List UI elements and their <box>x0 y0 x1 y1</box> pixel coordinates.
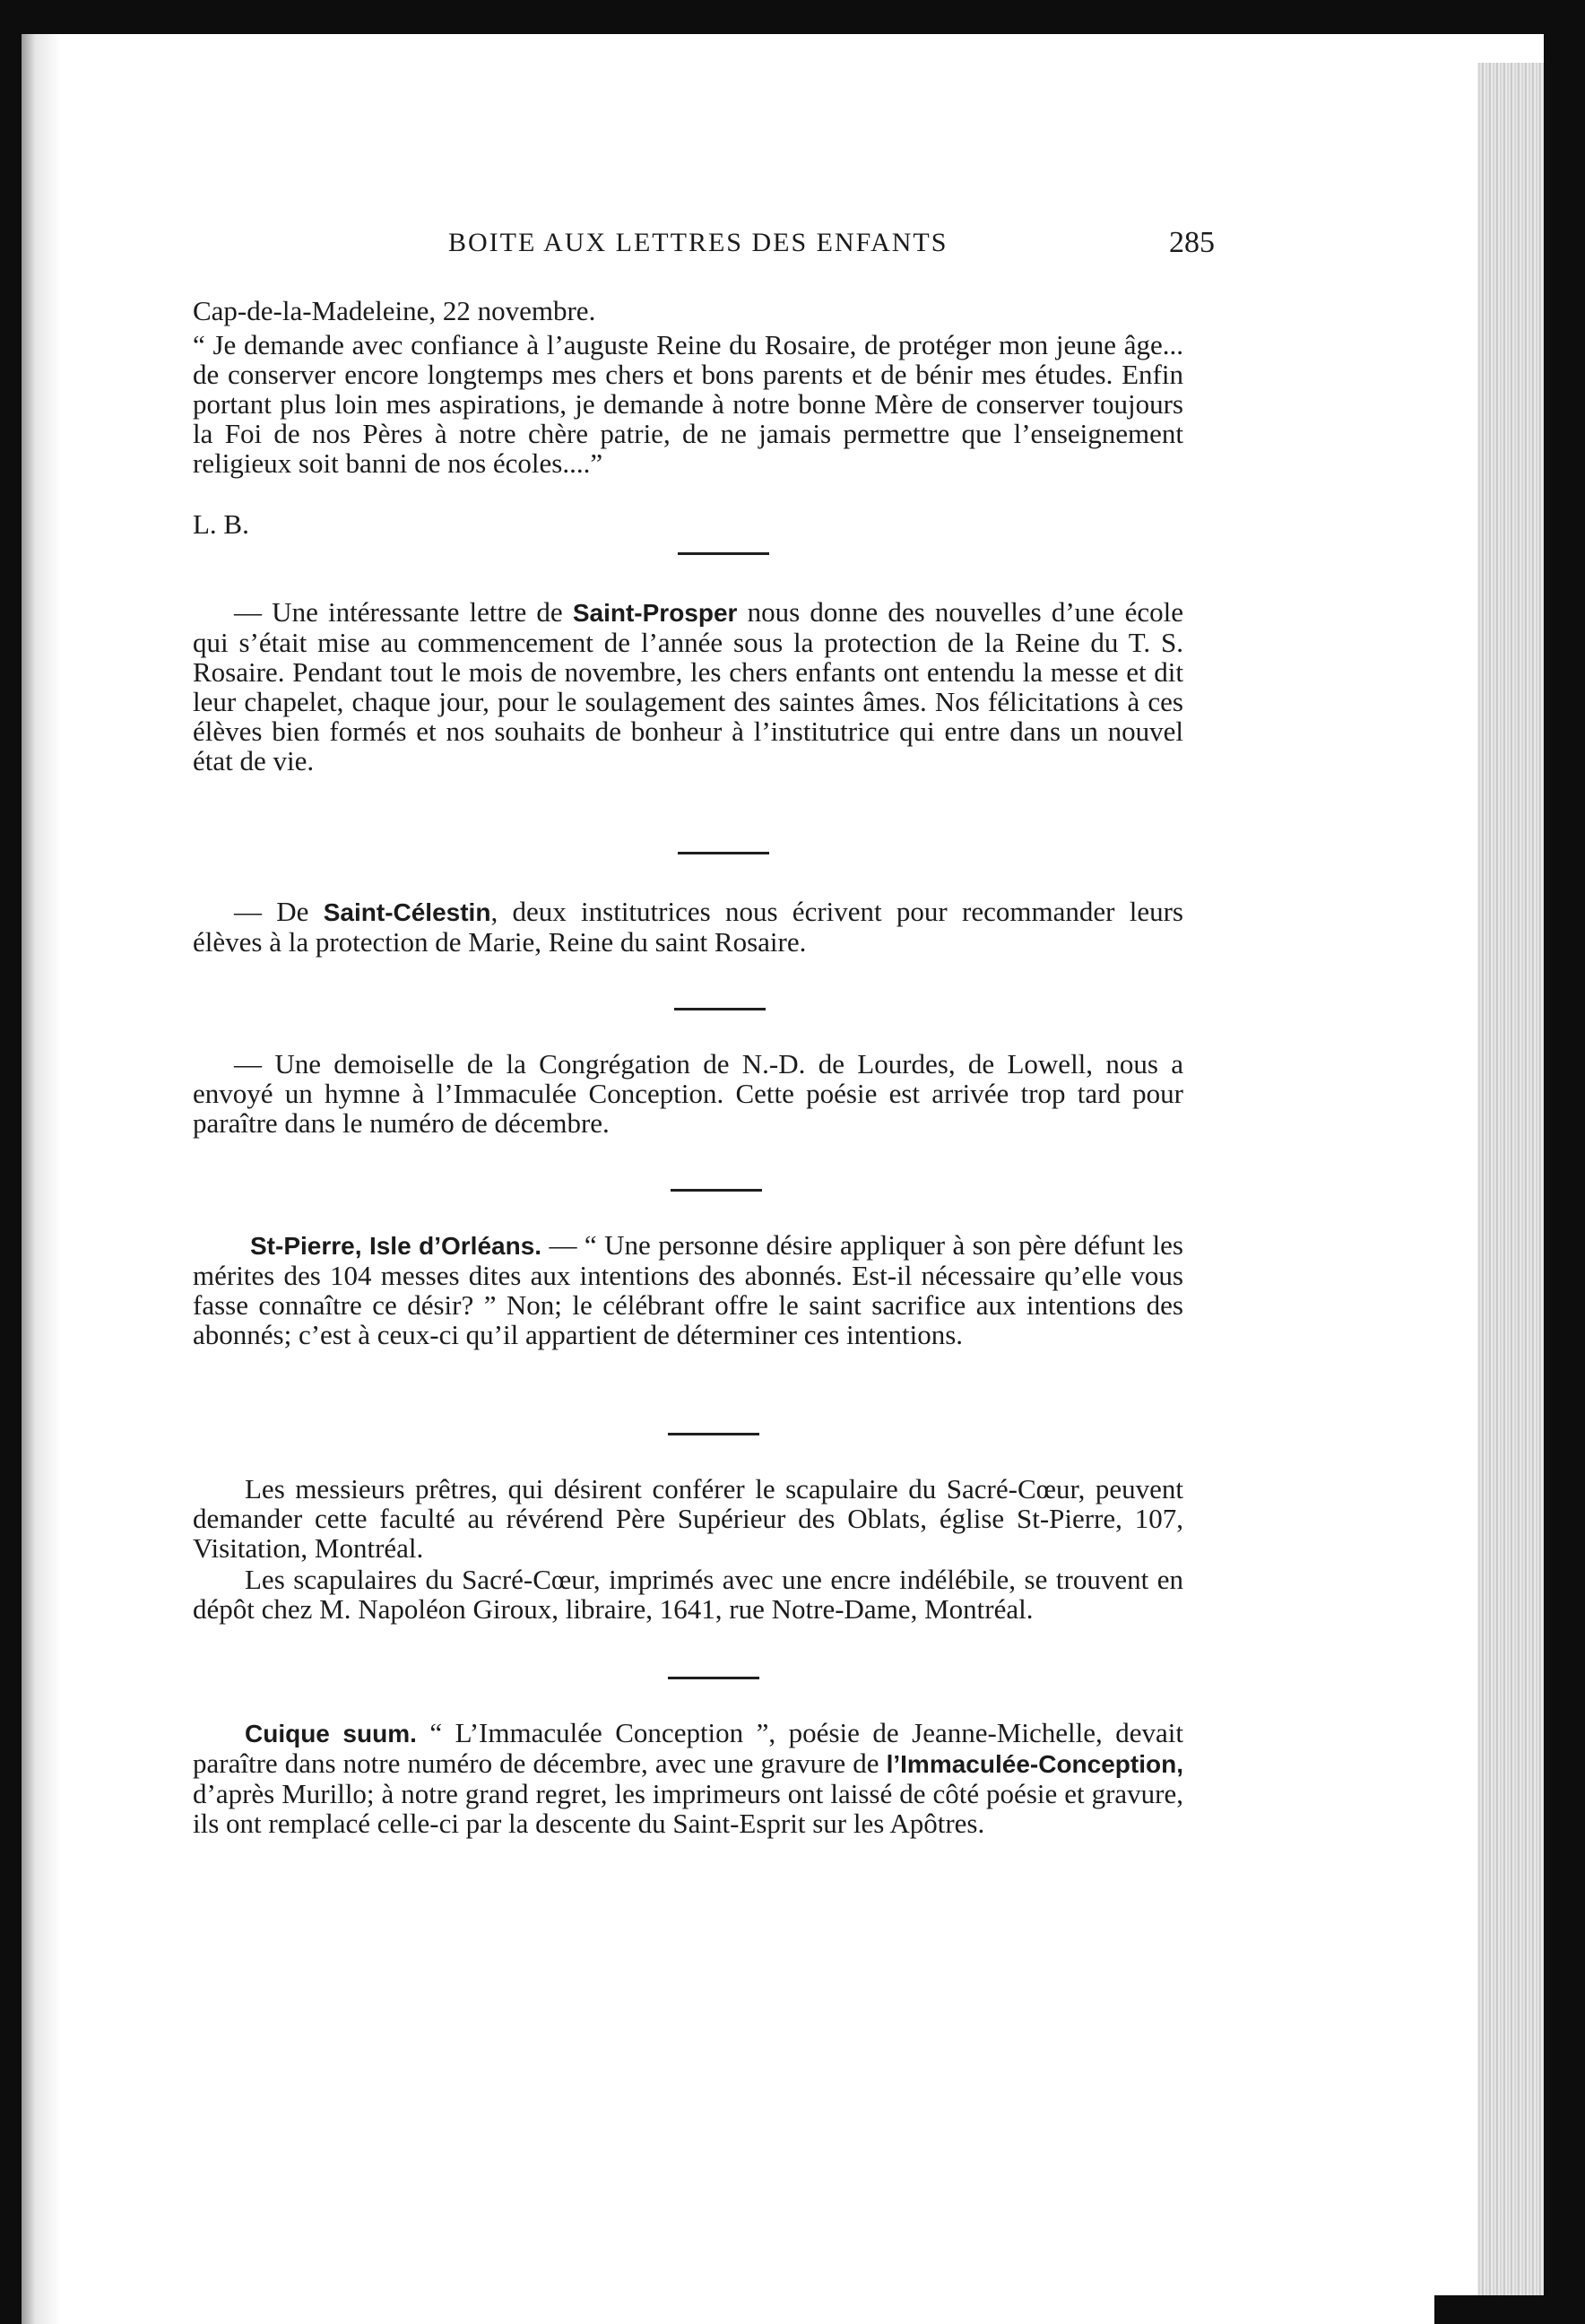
notice-cuique-suum <box>193 1718 1183 1838</box>
section-divider <box>671 1189 762 1192</box>
page-number: 285 <box>1169 226 1215 259</box>
scan-border-top <box>0 0 1585 34</box>
item-body: — Une demoiselle de la Congrégation de N.-D. de Lourdes, de Lowell, nous a envoyé un hymne à l’Immaculée Conception. Cette poésie est arrivée trop tard pour paraître dans le numéro de décembre. <box>193 1048 1183 1139</box>
notice-scapulaire-depot <box>193 1565 1183 1624</box>
section-divider <box>678 552 769 555</box>
page-stack-edge <box>1477 63 1544 2304</box>
item-body: Les messieurs prêtres, qui désirent conférer le scapulaire du Sacré-Cœur, peuvent demander cette faculté au révérend Père Supérieur des Oblats, église St-Pierre, 107, Visitation, Montréal. <box>193 1473 1183 1564</box>
item-body: d’après Murillo; à notre grand regret, les imprimeurs ont laissé de côté poésie et gravure, ils ont remplacé celle-ci par la descente du Saint-Esprit sur les Apôtres. <box>193 1778 1183 1839</box>
item-body: — “ Une personne désire appliquer à son père défunt les mérites des 104 messes dites aux intentions des abonnés. Est-il nécessaire qu’elle vous fasse connaître ce désir? ” Non; le célébrant offre le saint sacrifice aux intentions des abonnés; c’est à ceux-ci qu’il appartient de déterminer ces intentions. <box>193 1229 1183 1350</box>
letter-body: “ Je demande avec confiance à l’auguste Reine du Rosaire, de protéger mon jeune âge... de conserver encore longtemps mes chers et bons parents et de bénir mes études. Enfin portant plus loin mes aspirations, je demande à notre bonne Mère de conserver toujours la Foi de nos Pères à notre chère patrie, de ne jamais permettre que l’enseignement religieux soit banni de nos écoles....” <box>193 329 1183 479</box>
signature-text: L. B. <box>193 508 249 540</box>
page-header <box>448 224 1246 269</box>
emphasis-text: l’Immaculée-Conception, <box>886 1750 1183 1778</box>
scan-border-left <box>0 0 22 2324</box>
scan-border-right <box>1544 0 1585 2324</box>
letter-signature <box>193 509 1132 539</box>
news-lowell <box>193 1049 1183 1138</box>
section-divider <box>674 1008 766 1010</box>
place-name: Saint-Prosper <box>572 599 738 627</box>
scan-border-bottom <box>1434 2295 1585 2324</box>
item-body: nous donne des nouvelles d’une école qui s’était mise au commencement de l’année sous la protection de la Reine du T. S. Rosaire. Pendant tout le mois de novembre, les chers enfants ont entendu la messe et dit leur chapelet, chaque jour, pour le soulagement des saintes âmes. Nos félicitations à ces élèves bien formés et nos souhaits de bonheur à l’institutrice qui entre dans un nouvel état de vie. <box>193 596 1183 776</box>
running-head: BOITE AUX LETTRES DES ENFANTS <box>448 228 948 257</box>
binding-shadow <box>22 34 61 2324</box>
item-body: Les scapulaires du Sacré-Cœur, imprimés avec une encre indélébile, se trouvent en dépôt chez M. Napoléon Giroux, libraire, 1641, rue Notre-Dame, Montréal. <box>193 1564 1183 1625</box>
section-divider <box>668 1677 759 1679</box>
news-st-pierre <box>193 1230 1183 1349</box>
item-prefix: — De <box>234 896 324 927</box>
item-body: “ L’Immaculée Conception ”, poésie de Jeanne-Michelle, devait paraître dans notre numéro de décembre, avec une gravure de <box>193 1717 1183 1779</box>
item-lead: Cuique suum. <box>245 1720 417 1747</box>
place-name: Saint-Célestin <box>323 898 491 926</box>
item-lead: St-Pierre, Isle d’Orléans. <box>250 1232 542 1260</box>
item-body: , deux institutrices nous écrivent pour recommander leurs élèves à la protection de Marie, Reine du saint Rosaire. <box>193 896 1183 958</box>
notice-scapulaire-faculty <box>193 1474 1183 1563</box>
section-divider <box>668 1433 759 1435</box>
section-divider <box>678 852 769 854</box>
dateline-text: Cap-de-la-Madeleine, 22 novembre. <box>193 295 596 326</box>
news-saint-celestin <box>193 897 1183 957</box>
news-saint-prosper <box>193 597 1183 776</box>
letter-dateline <box>193 296 1183 325</box>
item-prefix: — Une intéressante lettre de <box>234 596 573 628</box>
